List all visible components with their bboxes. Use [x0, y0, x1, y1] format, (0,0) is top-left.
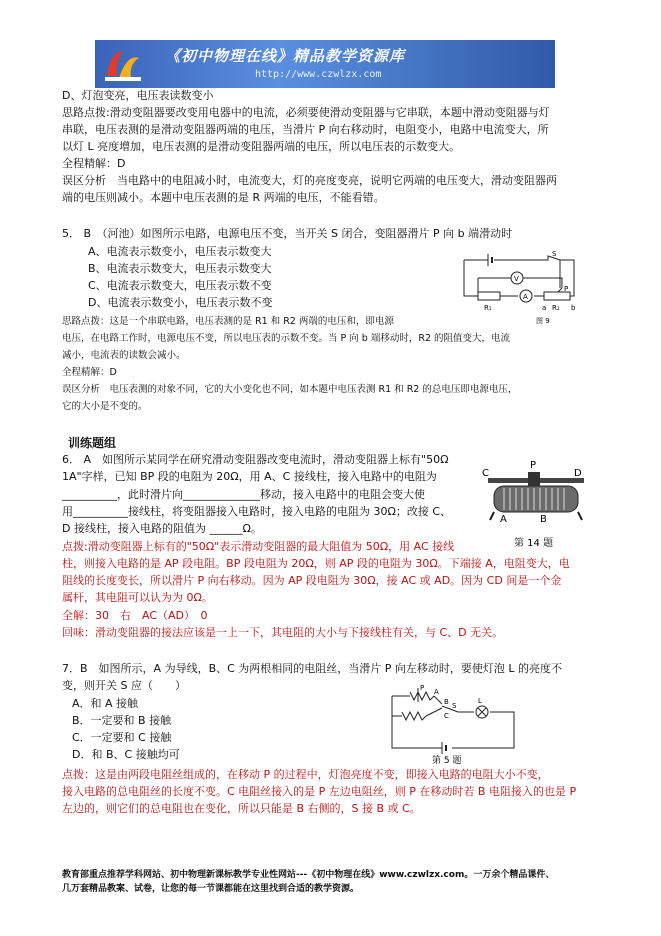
- text-line: 以灯 L 亮度增加，电压表测的是滑动变阻器两端的电压，所以电压表的示数变大。: [62, 140, 461, 153]
- text-line: D、灯泡变亮，电压表读数变小: [62, 89, 214, 102]
- header-banner: [95, 40, 555, 88]
- text-line: 误区分析 当电路中的电阻减小时，电流变大，灯的亮度变亮，说明它两端的电压变大，滑动变阻器两: [62, 174, 557, 187]
- option-d: D、电流表示数变小，电压表示数不变: [88, 296, 273, 309]
- wire-a-label: A: [434, 688, 439, 696]
- terminal-d-label: D: [574, 468, 582, 479]
- figure-5-caption: 第 5 题: [432, 756, 462, 764]
- figure-14-caption: 第 14 题: [514, 538, 554, 549]
- hint-line: 接入电路的总电阻丝的长度不变。C 电阻丝接入的是 P 左边电阻丝，则 P 在移动时若 B 电阻接入的也是 P: [62, 785, 577, 798]
- hint-line: 左边的，则它们的总电阻也在变化，所以只能是 B 右侧的，S 接 B 或 C。: [62, 802, 421, 815]
- end-a-label: a: [542, 304, 547, 312]
- slider-label: P: [420, 684, 425, 692]
- wire-b-label: B: [444, 698, 449, 706]
- circuit-figure-9: [458, 248, 578, 328]
- hint-line: 属杆，其电阻可以认为为 0Ω。: [62, 591, 213, 604]
- lamp-label: L: [478, 697, 482, 705]
- hint-line: 思路点拨：这是一个串联电路，电压表测的是 R1 和 R2 两端的电压和，即电源: [62, 316, 394, 327]
- voltmeter-label: V: [514, 275, 519, 283]
- hint-line: 柱，则接入电路的是 AP 段电阻。BP 段电阻为 20Ω，则 AP 段的电阻为 30Ω。下端接 A，电阻变大，电: [62, 557, 570, 570]
- option-b: B．一定要和 B 接触: [72, 714, 172, 727]
- figure-9-caption: 图 9: [536, 317, 550, 325]
- review-line: 回味：滑动变阻器的接法应该是一上一下，其电阻的大小与下接线柱有关，与 C、D 无关。: [62, 626, 504, 639]
- site-logo-icon: [101, 44, 145, 84]
- header-url[interactable]: http://www.czwlzx.com: [255, 69, 382, 80]
- option-c: C．一定要和 C 接触: [72, 731, 172, 744]
- question-5: 5． B （河池）如图所示电路，电源电压不变，当开关 S 闭合，变阻器滑片 P 向 b 端滑动时: [62, 227, 513, 240]
- rheostat-figure-14: [480, 458, 590, 550]
- footer: [62, 868, 554, 896]
- solution-line: 全程精解：D: [62, 367, 117, 378]
- text-line: __________，此时滑片向______________移动，接入电路中的电阻会变大使: [62, 488, 425, 501]
- text-line: 用__________接线柱，将变阻器接入电路时，接入电路的电阻为 30Ω；改接 C、: [62, 505, 452, 518]
- question-6: 6． A 如图所示某同学在研究滑动变阻器改变电流时，滑动变阻器上标有"50Ω: [62, 453, 449, 466]
- r2-label: R₂: [552, 304, 560, 312]
- switch-label: S: [452, 702, 457, 710]
- terminal-a-label: A: [500, 514, 507, 525]
- solution-line: 全解：30 右 AC（AD） 0: [62, 609, 208, 622]
- footer-line: 几万套精品教案、试卷，让您的每一节课都能在这里找到合适的教学资源。: [62, 884, 360, 894]
- text-line: D 接线柱，接入电路的阻值为 ______Ω。: [62, 522, 262, 535]
- text-line: 思路点拨:滑动变阻器要改变用电器中的电流，必须要使滑动变阻器与它串联，本题中滑动变阻器与灯: [62, 106, 550, 119]
- terminal-c-label: C: [482, 468, 489, 479]
- error-analysis-line: 它的大小是不变的。: [62, 401, 148, 412]
- text-line: 端的电压则减小。本题中电压表测的是 R 两端的电压，不能看错。: [62, 191, 385, 204]
- text-line: 全程精解：D: [62, 157, 126, 170]
- slider-label: P: [564, 285, 569, 293]
- hint-line: 点拨：这是由两段电阻丝组成的，在移动 P 的过程中，灯泡亮度不变，即接入电路的电阻大小不变，: [62, 768, 549, 781]
- header-title: 《初中物理在线》精品教学资源库: [165, 47, 406, 65]
- question-7: 7．B 如图所示，A 为导线，B、C 为两根相同的电阻丝，当滑片 P 向左移动时，要使灯泡 L 的亮度不: [62, 662, 563, 675]
- option-c: C、电流表示数变大，电压表示数不变: [88, 279, 272, 292]
- text-line: 变，则开关 S 应（ ）: [62, 679, 186, 692]
- end-b-label: b: [571, 304, 576, 312]
- option-d: D．和 B、C 接触均可: [72, 748, 180, 761]
- option-b: B、电流表示数变大，电压表示数变大: [88, 262, 272, 275]
- hint-line: 点拨:滑动变阻器上标有的"50Ω"表示滑动变阻器的最大阻值为 50Ω，用 AC 接线: [62, 540, 455, 553]
- wire-c-label: C: [444, 712, 449, 720]
- section-heading: 训练题组: [68, 436, 117, 450]
- text-line: 1A"字样，已知 BP 段的电阻为 20Ω，用 A、C 接线柱，接入电路中的电阻为: [62, 470, 437, 483]
- option-a: A、电流表示数变小，电压表示数变大: [88, 245, 272, 258]
- text-line: 串联，电压表测的是滑动变阻器两端的电压，当滑片 P 向右移动时，电阻变小，电路中电流变大，所: [62, 123, 549, 136]
- switch-label: S: [552, 250, 557, 258]
- hint-line: 阻线的长度变长，所以滑片 P 向右移动。因为 AP 段电阻为 30Ω，接 AC 或 AD。因为 CD 间是一个金: [62, 574, 562, 587]
- terminal-b-label: B: [540, 514, 547, 525]
- ammeter-label: A: [523, 293, 528, 301]
- hint-line: 电压，在电路工作时，电源电压不变，所以电压表的示数不变。当 P 向 b 端移动时，R2 的阻值变大，电流: [62, 333, 511, 344]
- circuit-figure-5: [382, 684, 522, 764]
- terminal-p-label: P: [530, 460, 537, 471]
- r1-label: R₁: [484, 304, 492, 312]
- error-analysis-line: 误区分析 电压表测的对象不同，它的大小变化也不同，如本题中电压表测 R1 和 R2 的总电压即电源电压，: [62, 384, 518, 395]
- option-a: A．和 A 接触: [72, 697, 139, 710]
- hint-line: 减小，电流表的读数会减小。: [62, 350, 186, 361]
- footer-line: 教育部重点推荐学科网站、初中物理新课标教学专业性网站---《初中物理在线》www.czwlzx.com。一万余个精品课件、: [62, 870, 555, 880]
